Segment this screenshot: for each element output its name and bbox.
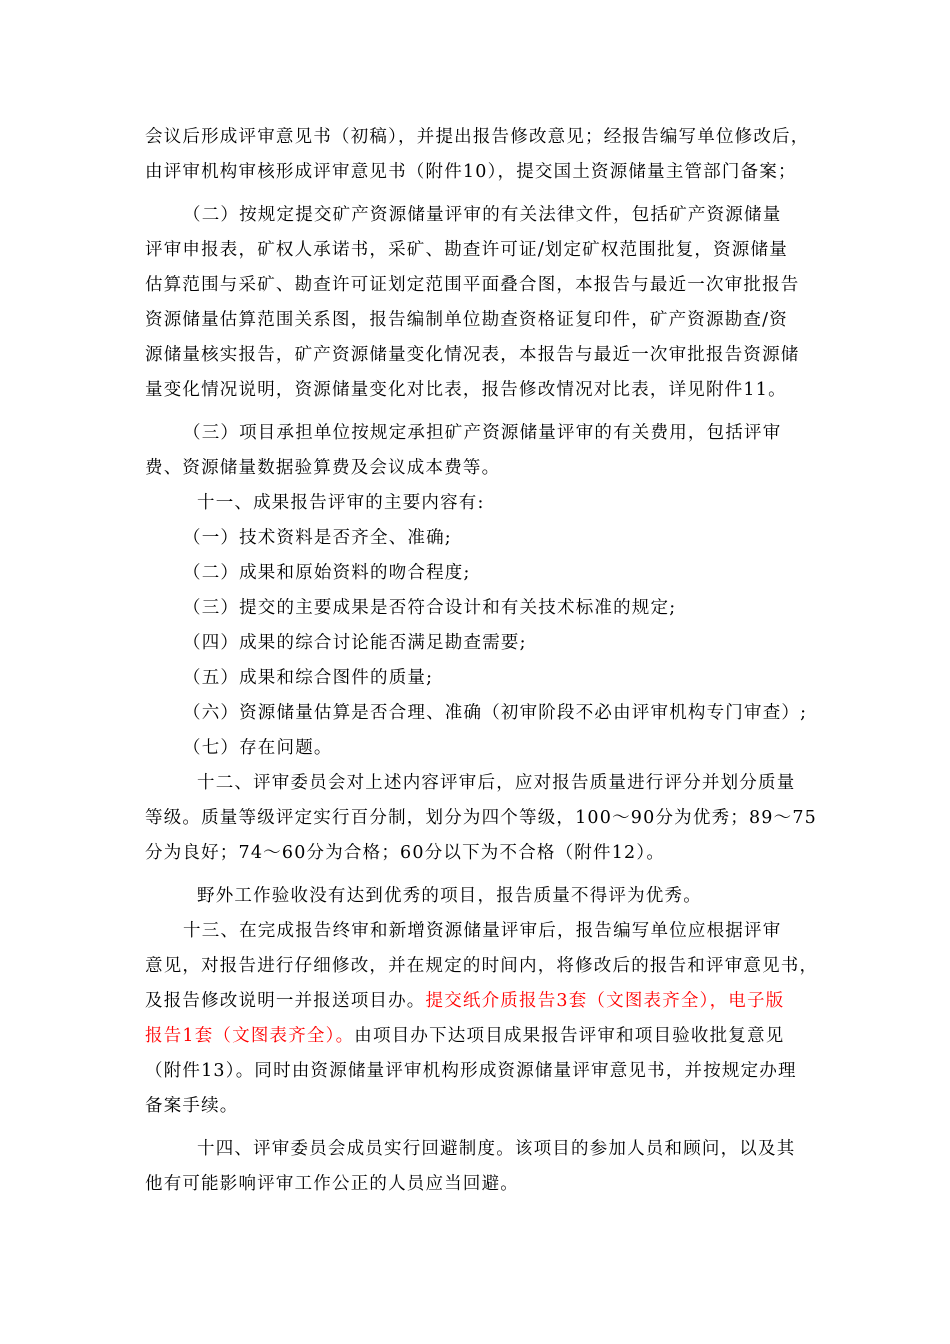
- highlighted-text: 提交纸介质报告3套（文图表齐全），电子版: [425, 991, 785, 1011]
- text-line: 十三、在完成报告终审和新增资源储量评审后，报告编写单位应根据评审: [183, 921, 782, 941]
- list-item: （七）存在问题。: [183, 738, 333, 758]
- list-item: （一）技术资料是否齐全、准确;: [183, 528, 452, 548]
- list-item: （四）成果的综合讨论能否满足勘查需要;: [183, 633, 527, 653]
- text-line: 意见，对报告进行仔细修改，并在规定的时间内，将修改后的报告和评审意见书，: [145, 956, 819, 976]
- text-line: 十四、评审委员会成员实行回避制度。该项目的参加人员和顾问，以及其: [197, 1139, 796, 1159]
- text-line: 评审申报表，矿权人承诺书，采矿、勘查许可证/划定矿权范围批复，资源储量: [145, 240, 788, 260]
- text-line: 分为良好；74～60分为合格；60分以下为不合格（附件12）。: [145, 843, 666, 863]
- text-line: （二）按规定提交矿产资源储量评审的有关法律文件，包括矿产资源储量: [183, 205, 782, 225]
- text-line: 资源储量估算范围关系图，报告编制单位勘查资格证复印件，矿产资源勘查/资: [145, 310, 788, 330]
- text-line: 量变化情况说明，资源储量变化对比表，报告修改情况对比表，详见附件11。: [145, 380, 787, 400]
- text-line: 等级。质量等级评定实行百分制，划分为四个等级，100～90分为优秀；89～75: [145, 808, 818, 828]
- text-line: 源储量核实报告，矿产资源储量变化情况表，本报告与最近一次审批报告资源储: [145, 345, 800, 365]
- text-segment: 由项目办下达项目成果报告评审和项目验收批复意见: [354, 1026, 785, 1046]
- text-line: [145, 988, 784, 1014]
- text-line: 野外工作验收没有达到优秀的项目，报告质量不得评为优秀。: [197, 886, 702, 906]
- list-item: （三）提交的主要成果是否符合设计和有关技术标准的规定;: [183, 598, 677, 618]
- text-line: [145, 1023, 784, 1049]
- list-item: （六）资源储量估算是否合理、准确（初审阶段不必由评审机构专门审查）;: [183, 703, 808, 723]
- text-line: 费、资源储量数据验算费及会议成本费等。: [145, 458, 501, 478]
- list-item: （五）成果和综合图件的质量;: [183, 668, 434, 688]
- text-line: 估算范围与采矿、勘查许可证划定范围平面叠合图，本报告与最近一次审批报告: [145, 275, 800, 295]
- list-item: （二）成果和原始资料的吻合程度;: [183, 563, 471, 583]
- text-line: 备案手续。: [145, 1096, 239, 1116]
- text-line: 由评审机构审核形成评审意见书（附件10），提交国土资源储量主管部门备案；: [145, 162, 797, 182]
- text-line: 会议后形成评审意见书（初稿），并提出报告修改意见；经报告编写单位修改后，: [145, 127, 810, 147]
- text-line: （附件13）。同时由资源储量评审机构形成资源储量评审意见书，并按规定办理: [145, 1061, 797, 1081]
- text-segment: 及报告修改说明一并报送项目办。: [145, 991, 426, 1011]
- highlighted-text: 报告1套（文图表齐全）。: [145, 1026, 355, 1046]
- section-heading: 十一、成果报告评审的主要内容有:: [197, 493, 485, 513]
- text-line: 十二、评审委员会对上述内容评审后，应对报告质量进行评分并划分质量: [197, 773, 796, 793]
- text-line: （三）项目承担单位按规定承担矿产资源储量评审的有关费用，包括评审: [183, 423, 782, 443]
- text-line: 他有可能影响评审工作公正的人员应当回避。: [145, 1174, 519, 1194]
